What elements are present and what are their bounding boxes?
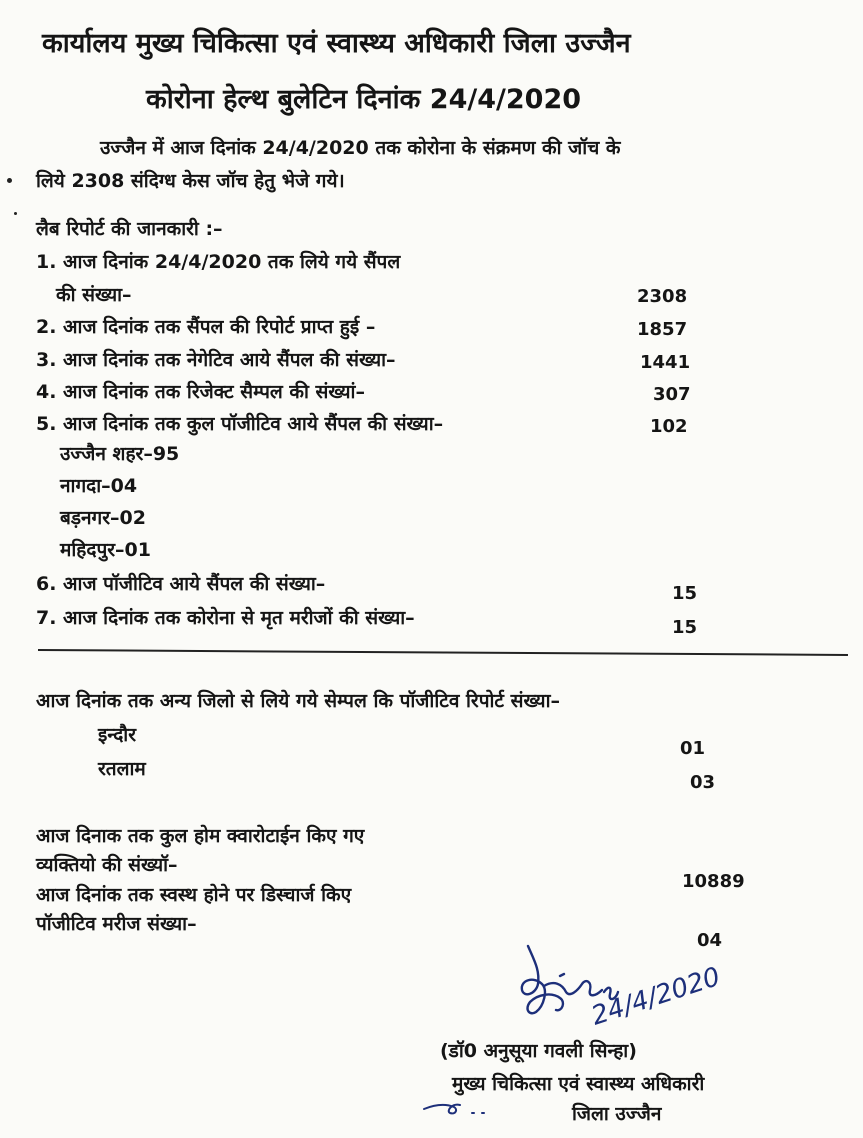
lab-item-label: 5. आज दिनांक तक कुल पॉजीटिव आये सैंपल की संख्या– <box>36 413 444 435</box>
lab-item-value: 2308 <box>637 286 688 307</box>
discharged-line-1: आज दिनांक तक स्वस्थ होने पर डिस्चार्ज किए <box>36 884 352 906</box>
bulletin-title: कोरोना हेल्थ बुलेटिन दिनांक 24/4/2020 <box>146 84 582 115</box>
lab-item-label: 7. आज दिनांक तक कोरोना से मृत मरीजों की संख्या– <box>36 607 415 629</box>
discharged-line-2: पॉजीटिव मरीज संख्या– <box>36 913 197 935</box>
district-value: 01 <box>680 738 706 759</box>
signatory-district: जिला उज्जैन <box>572 1103 662 1125</box>
discharged-value: 04 <box>697 930 723 951</box>
signatory-name: (डॉ0 अनुसूया गवली सिन्हा) <box>440 1040 637 1062</box>
breakdown-item: बड़नगर–02 <box>60 507 146 529</box>
home-quarantine-value: 10889 <box>682 871 745 892</box>
lab-item-value: 1857 <box>637 319 688 340</box>
lab-item-value: 15 <box>672 617 698 638</box>
intro-line-1: उज्जैन में आज दिनांक 24/4/2020 तक कोरोना के संक्रमण की जॉच के <box>100 137 621 159</box>
lab-item-label: 3. आज दिनांक तक नेगेटिव आये सैंपल की संख्या– <box>36 349 396 371</box>
lab-item-value: 15 <box>672 583 698 604</box>
lab-item-value: 102 <box>650 416 688 437</box>
lab-item-label: 2. आज दिनांक तक सैंपल की रिपोर्ट प्राप्त हुई – <box>36 316 376 338</box>
breakdown-item: नागदा–04 <box>60 475 138 497</box>
lab-report-heading: लैब रिपोर्ट की जानकारी :– <box>36 218 223 240</box>
lab-item-value: 307 <box>653 384 691 405</box>
office-title: कार्यालय मुख्य चिकित्सा एवं स्वास्थ्य अधिकारी जिला उज्जैन <box>42 28 631 59</box>
section-divider <box>38 649 848 656</box>
margin-dot <box>14 212 17 215</box>
district-value: 03 <box>690 772 716 793</box>
lab-item-label: 6. आज पॉजीटिव आये सैंपल की संख्या– <box>36 573 326 595</box>
home-quarantine-line-1: आज दिनाक तक कुल होम क्वारोटाईन किए गए <box>36 825 365 847</box>
district-name: रतलाम <box>98 758 146 780</box>
signature-date: 24/4/2020 <box>587 961 724 1032</box>
initial-scribble <box>420 1095 510 1125</box>
signatory-designation: मुख्य चिकित्सा एवं स्वास्थ्य अधिकारी <box>452 1073 705 1095</box>
lab-item-label-cont: की संख्या– <box>56 284 132 306</box>
margin-dot <box>7 178 12 183</box>
handwritten-signature <box>500 940 740 1040</box>
lab-item-label: 4. आज दिनांक तक रिजेक्ट सैम्पल की संख्यां– <box>36 381 365 403</box>
breakdown-item: महिदपुर–01 <box>60 539 151 561</box>
intro-line-2: लिये 2308 संदिग्ध केस जॉच हेतु भेजे गये। <box>36 170 345 192</box>
home-quarantine-line-2: व्यक्तियो की संख्यॉ– <box>36 854 178 876</box>
lab-item-label: 1. आज दिनांक 24/4/2020 तक लिये गये सैंपल <box>36 251 401 273</box>
lab-item-value: 1441 <box>640 352 691 373</box>
district-name: इन्दौर <box>98 724 136 746</box>
breakdown-item: उज्जैन शहर–95 <box>60 443 180 465</box>
other-districts-heading: आज दिनांक तक अन्य जिलो से लिये गये सेम्पल कि पॉजीटिव रिपोर्ट संख्या– <box>36 690 560 712</box>
